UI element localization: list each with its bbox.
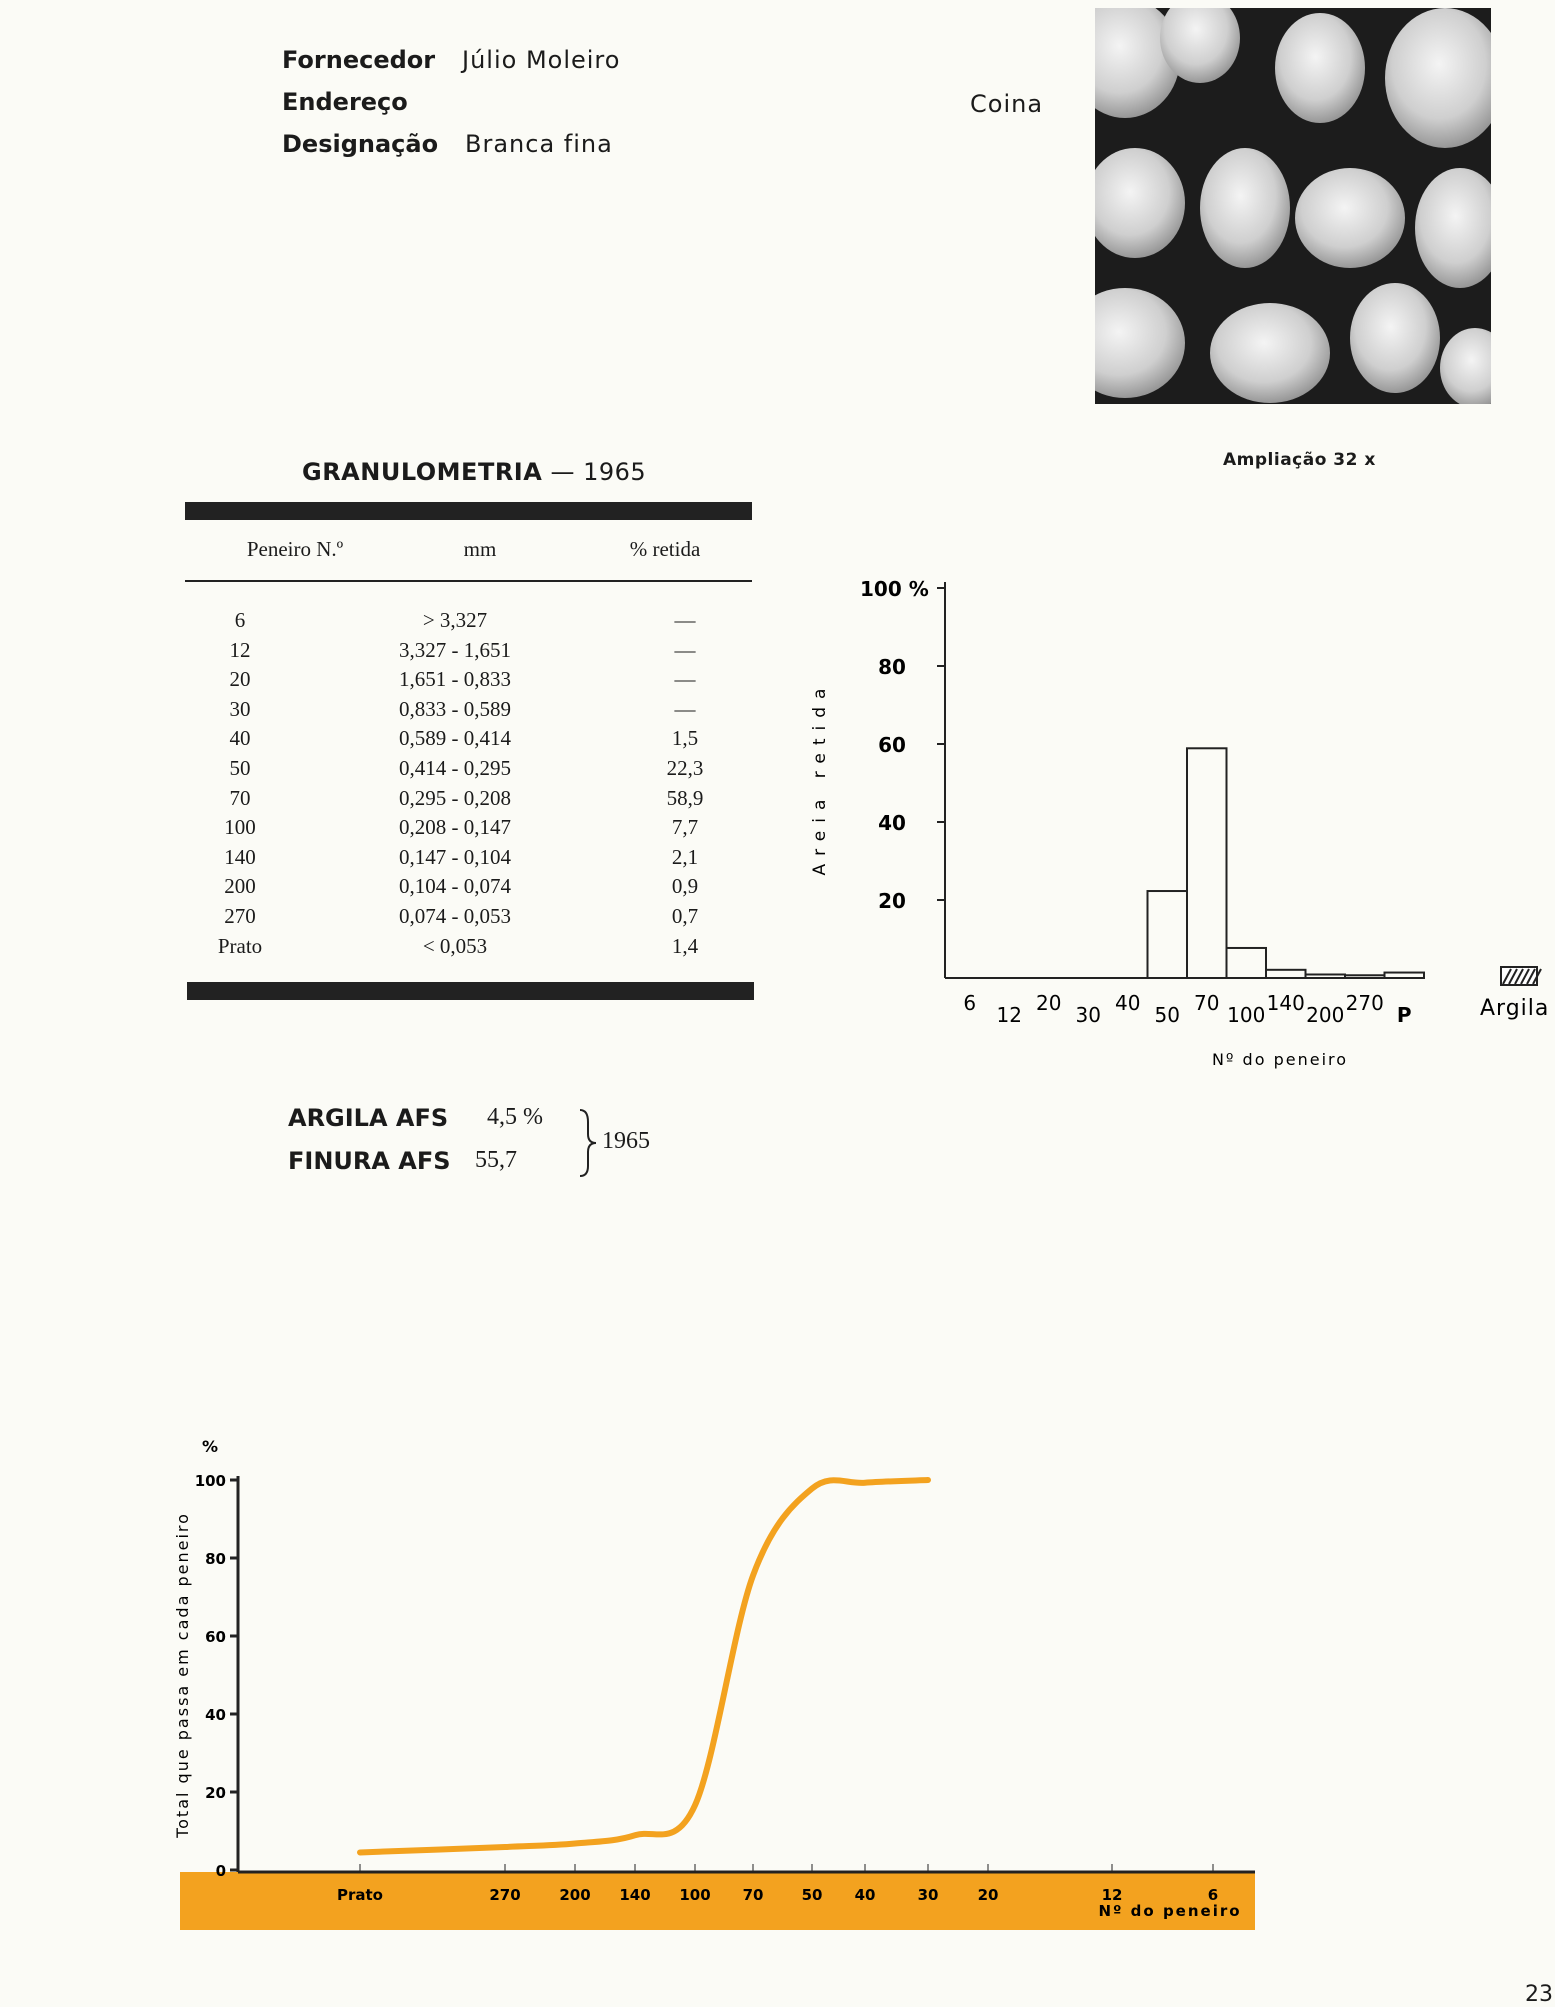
y-unit-label: % (202, 1437, 218, 1456)
cumulative-axes (180, 1476, 1255, 1930)
granulometry-title-bold: GRANULOMETRIA (302, 458, 542, 486)
x-tick-label: 6 (1208, 1886, 1218, 1904)
legend-label: Argila (1480, 996, 1549, 1021)
table-header-rule (185, 580, 752, 582)
header-mm: mm (375, 537, 585, 562)
histogram-bar (1187, 748, 1227, 978)
mm-cell: 0,147 - 0,104 (375, 845, 535, 870)
mm-cell: 3,327 - 1,651 (375, 638, 535, 663)
fineness-afs-label: FINURA AFS (288, 1147, 451, 1175)
retained-cell: 1,5 (625, 726, 745, 751)
y-tick-label: 40 (878, 811, 906, 835)
x-tick-label: Prato (337, 1886, 383, 1904)
sieve-cell: 50 (185, 756, 295, 781)
retained-cell: 2,1 (625, 845, 745, 870)
x-tick-label: 270 (489, 1886, 520, 1904)
address-value: Coina (970, 90, 1043, 118)
table-row (185, 608, 745, 637)
table-row (185, 934, 745, 963)
x-tick-label: 100 (1227, 1003, 1265, 1027)
y-tick-label: 80 (878, 655, 906, 679)
x-tick-label: 200 (1306, 1003, 1344, 1027)
mm-cell: 0,208 - 0,147 (375, 815, 535, 840)
retained-cell: — (625, 638, 745, 663)
sieve-cell: 40 (185, 726, 295, 751)
y-tick-label: 80 (205, 1550, 226, 1568)
histogram-bar (1148, 891, 1188, 978)
x-tick-label: 40 (1115, 991, 1140, 1015)
y-tick-label: 20 (205, 1784, 226, 1802)
afs-year: 1965 (602, 1128, 650, 1155)
x-tick-label: 12 (997, 1003, 1022, 1027)
x-tick-label: 200 (559, 1886, 590, 1904)
histogram-bar (1306, 974, 1346, 978)
table-row (185, 697, 745, 726)
x-tick-label: 140 (1267, 991, 1305, 1015)
sieve-cell: 20 (185, 667, 295, 692)
x-tick-label: 140 (619, 1886, 650, 1904)
y-tick-label: 60 (878, 733, 906, 757)
table-bottom-rule (187, 982, 754, 1000)
histogram-bar (1266, 970, 1306, 978)
clay-afs-label: ARGILA AFS (288, 1104, 448, 1132)
retained-cell: 22,3 (625, 756, 745, 781)
mm-cell: 0,414 - 0,295 (375, 756, 535, 781)
table-row (185, 786, 745, 815)
x-tick-label: 20 (1036, 991, 1061, 1015)
x-tick-label: 70 (1194, 991, 1219, 1015)
x-tick-label: 30 (918, 1886, 939, 1904)
table-row (185, 815, 745, 844)
histogram-bar (1385, 973, 1425, 978)
mm-cell: 0,104 - 0,074 (375, 874, 535, 899)
retained-cell: — (625, 667, 745, 692)
sieve-cell: 6 (185, 608, 295, 633)
designation-value: Branca fina (465, 130, 613, 158)
x-axis-label: Nº do peneiro (1098, 1902, 1241, 1920)
sieve-cell: 30 (185, 697, 295, 722)
mm-cell: 0,589 - 0,414 (375, 726, 535, 751)
y-unit-label: 100 % (860, 577, 929, 601)
cumulative-chart (160, 1430, 1280, 1950)
table-row (185, 726, 745, 755)
x-tick-label: 20 (978, 1886, 999, 1904)
retained-cell: 0,7 (625, 904, 745, 929)
afs-brace (570, 1108, 600, 1178)
x-tick-label: 50 (1155, 1003, 1180, 1027)
granulometry-title (302, 458, 646, 486)
header-sieve: Peneiro N.º (185, 537, 405, 562)
y-tick-label: 100 (195, 1472, 226, 1490)
y-tick-label: 0 (216, 1862, 226, 1880)
header-retained: % retida (600, 537, 730, 562)
sieve-cell: 140 (185, 845, 295, 870)
designation-label: Designação (282, 130, 438, 158)
table-top-rule (185, 502, 752, 520)
x-tick-label: 30 (1076, 1003, 1101, 1027)
fineness-afs-value: 55,7 (475, 1147, 517, 1174)
histogram-labels (810, 577, 1549, 1069)
x-tick-label: 50 (802, 1886, 823, 1904)
cumulative-labels (173, 1437, 1242, 1920)
mm-cell: > 3,327 (375, 608, 535, 633)
mm-cell: 0,074 - 0,053 (375, 904, 535, 929)
x-tick-label: 6 (963, 991, 976, 1015)
x-tick-label: 100 (679, 1886, 710, 1904)
x-axis-label: Nº do peneiro (1212, 1050, 1348, 1069)
y-tick-label: 40 (205, 1706, 226, 1724)
x-tick-label: 40 (855, 1886, 876, 1904)
retained-cell: — (625, 608, 745, 633)
sieve-cell: 70 (185, 786, 295, 811)
sieve-cell: 12 (185, 638, 295, 663)
cumulative-line (360, 1480, 928, 1853)
supplier-label: Fornecedor (282, 46, 435, 74)
supplier-value: Júlio Moleiro (462, 46, 620, 74)
retained-cell: 0,9 (625, 874, 745, 899)
table-row (185, 638, 745, 667)
retained-cell: 58,9 (625, 786, 745, 811)
table-row (185, 874, 745, 903)
retained-cell: 7,7 (625, 815, 745, 840)
page-number: 23 (1525, 1982, 1553, 2007)
table-row (185, 845, 745, 874)
histogram-bar (1345, 975, 1385, 978)
cumulative-curve (360, 1480, 928, 1852)
sieve-cell: 200 (185, 874, 295, 899)
histogram-chart (800, 560, 1555, 1080)
histogram-bar (1227, 948, 1267, 978)
x-tick-label: 270 (1346, 991, 1384, 1015)
histogram-axes (937, 582, 1409, 978)
sieve-cell: 100 (185, 815, 295, 840)
histogram-bars (1148, 748, 1425, 978)
y-axis-label: Total que passa em cada peneiro (173, 1512, 192, 1839)
mm-cell: 0,295 - 0,208 (375, 786, 535, 811)
y-axis-label: Areia retida (810, 681, 830, 876)
clay-afs-value: 4,5 % (487, 1104, 543, 1131)
x-tick-label: 12 (1102, 1886, 1123, 1904)
table-row (185, 904, 745, 933)
table-row (185, 667, 745, 696)
table-row (185, 756, 745, 785)
sieve-cell: Prato (185, 934, 295, 959)
photo-caption: Ampliação 32 x (1223, 450, 1376, 470)
x-tick-label: 70 (743, 1886, 764, 1904)
sieve-cell: 270 (185, 904, 295, 929)
legend (1480, 967, 1549, 1021)
retained-cell: 1,4 (625, 934, 745, 959)
mm-cell: 0,833 - 0,589 (375, 697, 535, 722)
retained-cell: — (625, 697, 745, 722)
y-tick-label: 20 (878, 889, 906, 913)
mm-cell: 1,651 - 0,833 (375, 667, 535, 692)
address-label: Endereço (282, 88, 408, 116)
y-tick-label: 60 (205, 1628, 226, 1646)
sand-micrograph (1095, 8, 1491, 404)
granulometry-title-year: — 1965 (542, 458, 646, 486)
mm-cell: < 0,053 (375, 934, 535, 959)
x-tick-label: P (1397, 1003, 1412, 1027)
